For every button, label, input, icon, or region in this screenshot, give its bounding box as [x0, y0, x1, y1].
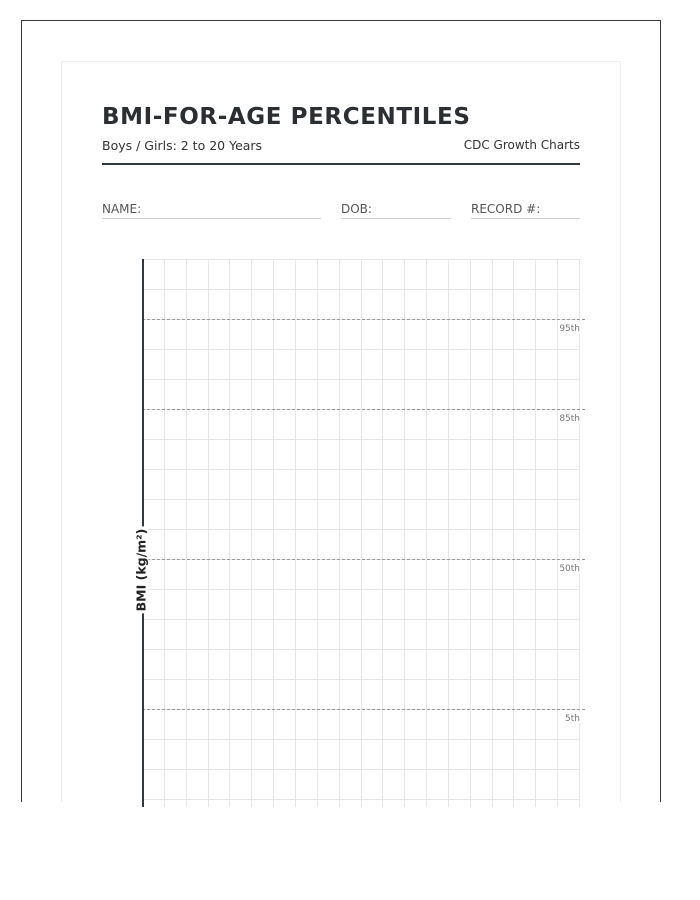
grid-lines: [142, 259, 580, 807]
percentile-label-85th: 85th: [559, 414, 580, 424]
percentile-label-5th: 5th: [565, 714, 580, 724]
percentile-label-95th: 95th: [559, 324, 580, 334]
page-subtitle: Boys / Girls: 2 to 20 Years: [102, 138, 263, 153]
record-label: RECORD #:: [471, 202, 541, 216]
page-title: BMI-FOR-AGE PERCENTILES: [102, 104, 471, 130]
header-rule: [102, 163, 580, 165]
dob-label: DOB:: [341, 202, 372, 216]
name-label: NAME:: [102, 202, 142, 216]
percentile-label-50th: 50th: [559, 564, 580, 574]
name-field[interactable]: [102, 202, 321, 219]
y-axis-label: BMI (kg/m²): [133, 528, 149, 612]
source-label: CDC Growth Charts: [463, 138, 580, 152]
dob-field[interactable]: [341, 202, 451, 219]
record-field[interactable]: [471, 202, 580, 219]
bmi-growth-grid: [142, 259, 587, 807]
